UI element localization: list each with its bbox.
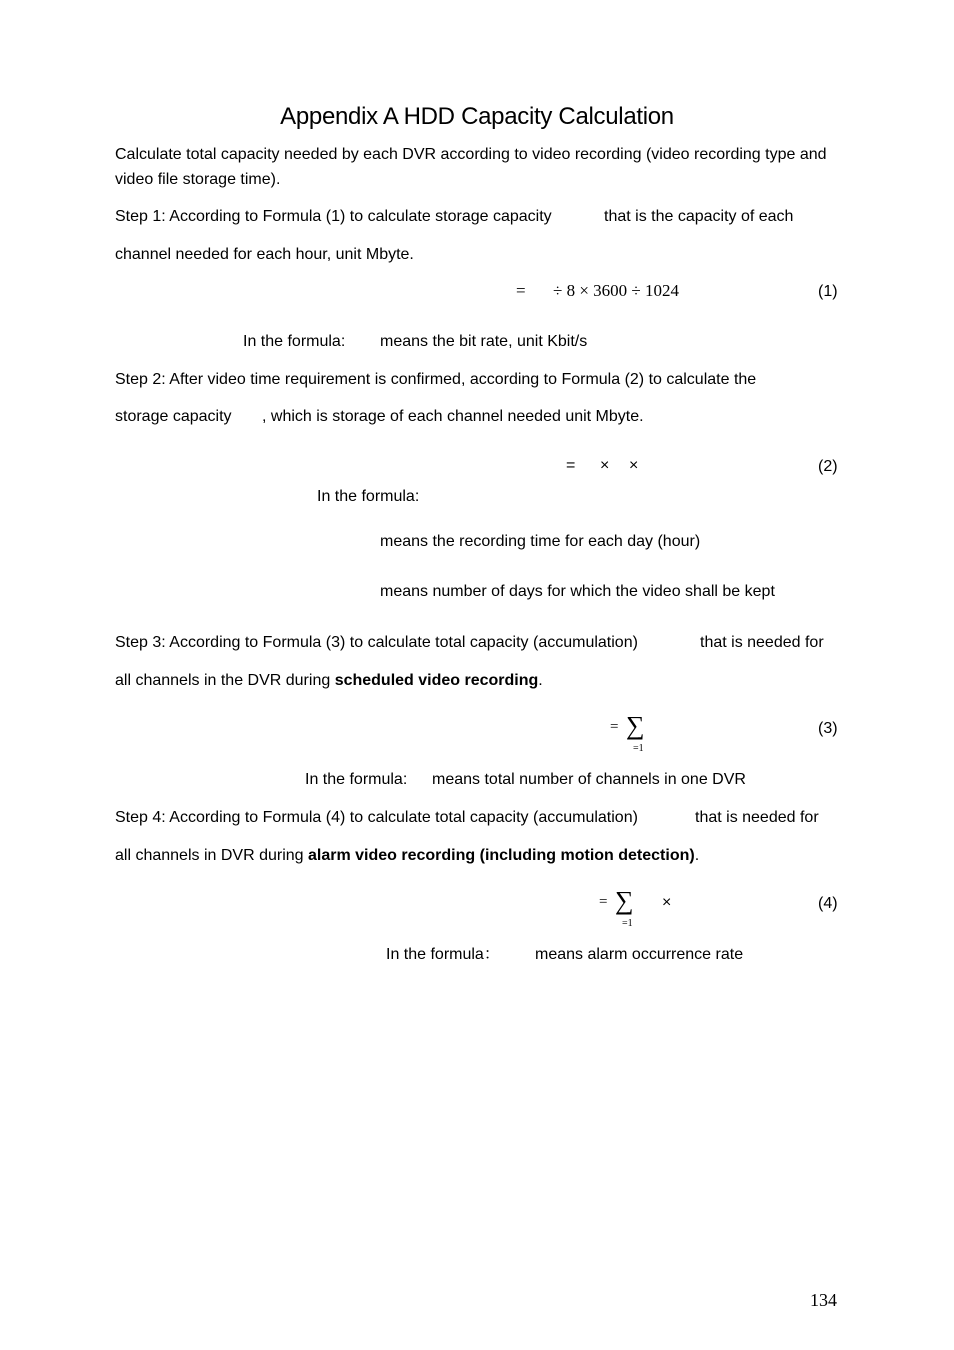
formula1-number: (1) [818,283,838,300]
formula4-equals: = [599,894,608,910]
step2-note-daily-time: means the recording time for each day (hour) [380,533,701,550]
step1-line1-a: Step 1: According to Formula (1) to calculate storage capacity [115,208,552,225]
formula3-number: (3) [818,720,838,737]
formula2-number: (2) [818,458,838,475]
step2-note-label: In the formula: [317,488,420,505]
formula2-equals: = [566,457,576,474]
step4-note-text: means alarm occurrence rate [535,946,744,963]
formula3-sigma: ∑ [626,711,645,740]
step2-line2-b: , which is storage of each channel needed unit Mbyte. [262,408,644,425]
step2-line1: Step 2: After video time requirement is confirmed, according to Formula (2) to calculate the [115,371,757,388]
intro-paragraph: Calculate total capacity needed by each DVR according to video recording (video recording type and video file storage time). [115,146,827,188]
step3-line1-b: that is needed for [700,634,824,651]
formula3-equals: = [610,719,619,735]
page-number: 134 [810,1290,837,1310]
formula4-number: (4) [818,895,838,912]
formula4-times: × [662,894,672,911]
formula3-subscript: =1 [633,743,644,754]
step4-line1-a: Step 4: According to Formula (4) to calculate total capacity (accumulation) [115,809,638,826]
formula1-rhs: ÷ 8 × 3600 ÷ 1024 [553,281,679,300]
step3-bold-text: scheduled video recording [334,672,539,689]
step1-line2: channel needed for each hour, unit Mbyte. [115,246,414,263]
step4-note-label: In the formula： [386,946,500,963]
formula4-subscript: =1 [622,918,633,929]
step3-line1-a: Step 3: According to Formula (3) to calculate total capacity (accumulation) [115,634,638,651]
step1-note-text: means the bit rate, unit Kbit/s [380,333,588,350]
step1-note-label: In the formula: [243,333,346,350]
step1-line1-b: that is the capacity of each [604,208,794,225]
step3-note-text: means total number of channels in one DVR [432,771,746,788]
step4-line2: all channels in DVR during alarm video recording (including motion detection). [115,847,700,864]
formula4-sigma: ∑ [615,886,634,915]
step4-bold-text: alarm video recording (including motion detection) [308,847,695,864]
step2-note-days-kept: means number of days for which the video shall be kept [380,583,775,600]
step2-line2-a: storage capacity [115,408,232,425]
step3-note-label: In the formula: [305,771,408,788]
formula1-equals: = [516,281,526,300]
step4-line1-b: that is needed for [695,809,819,826]
step3-line2: all channels in the DVR during scheduled video recording. [115,672,543,689]
page-title: Appendix A HDD Capacity Calculation [280,103,674,130]
formula2-times-1: × [600,457,610,474]
formula2-times-2: × [629,457,639,474]
